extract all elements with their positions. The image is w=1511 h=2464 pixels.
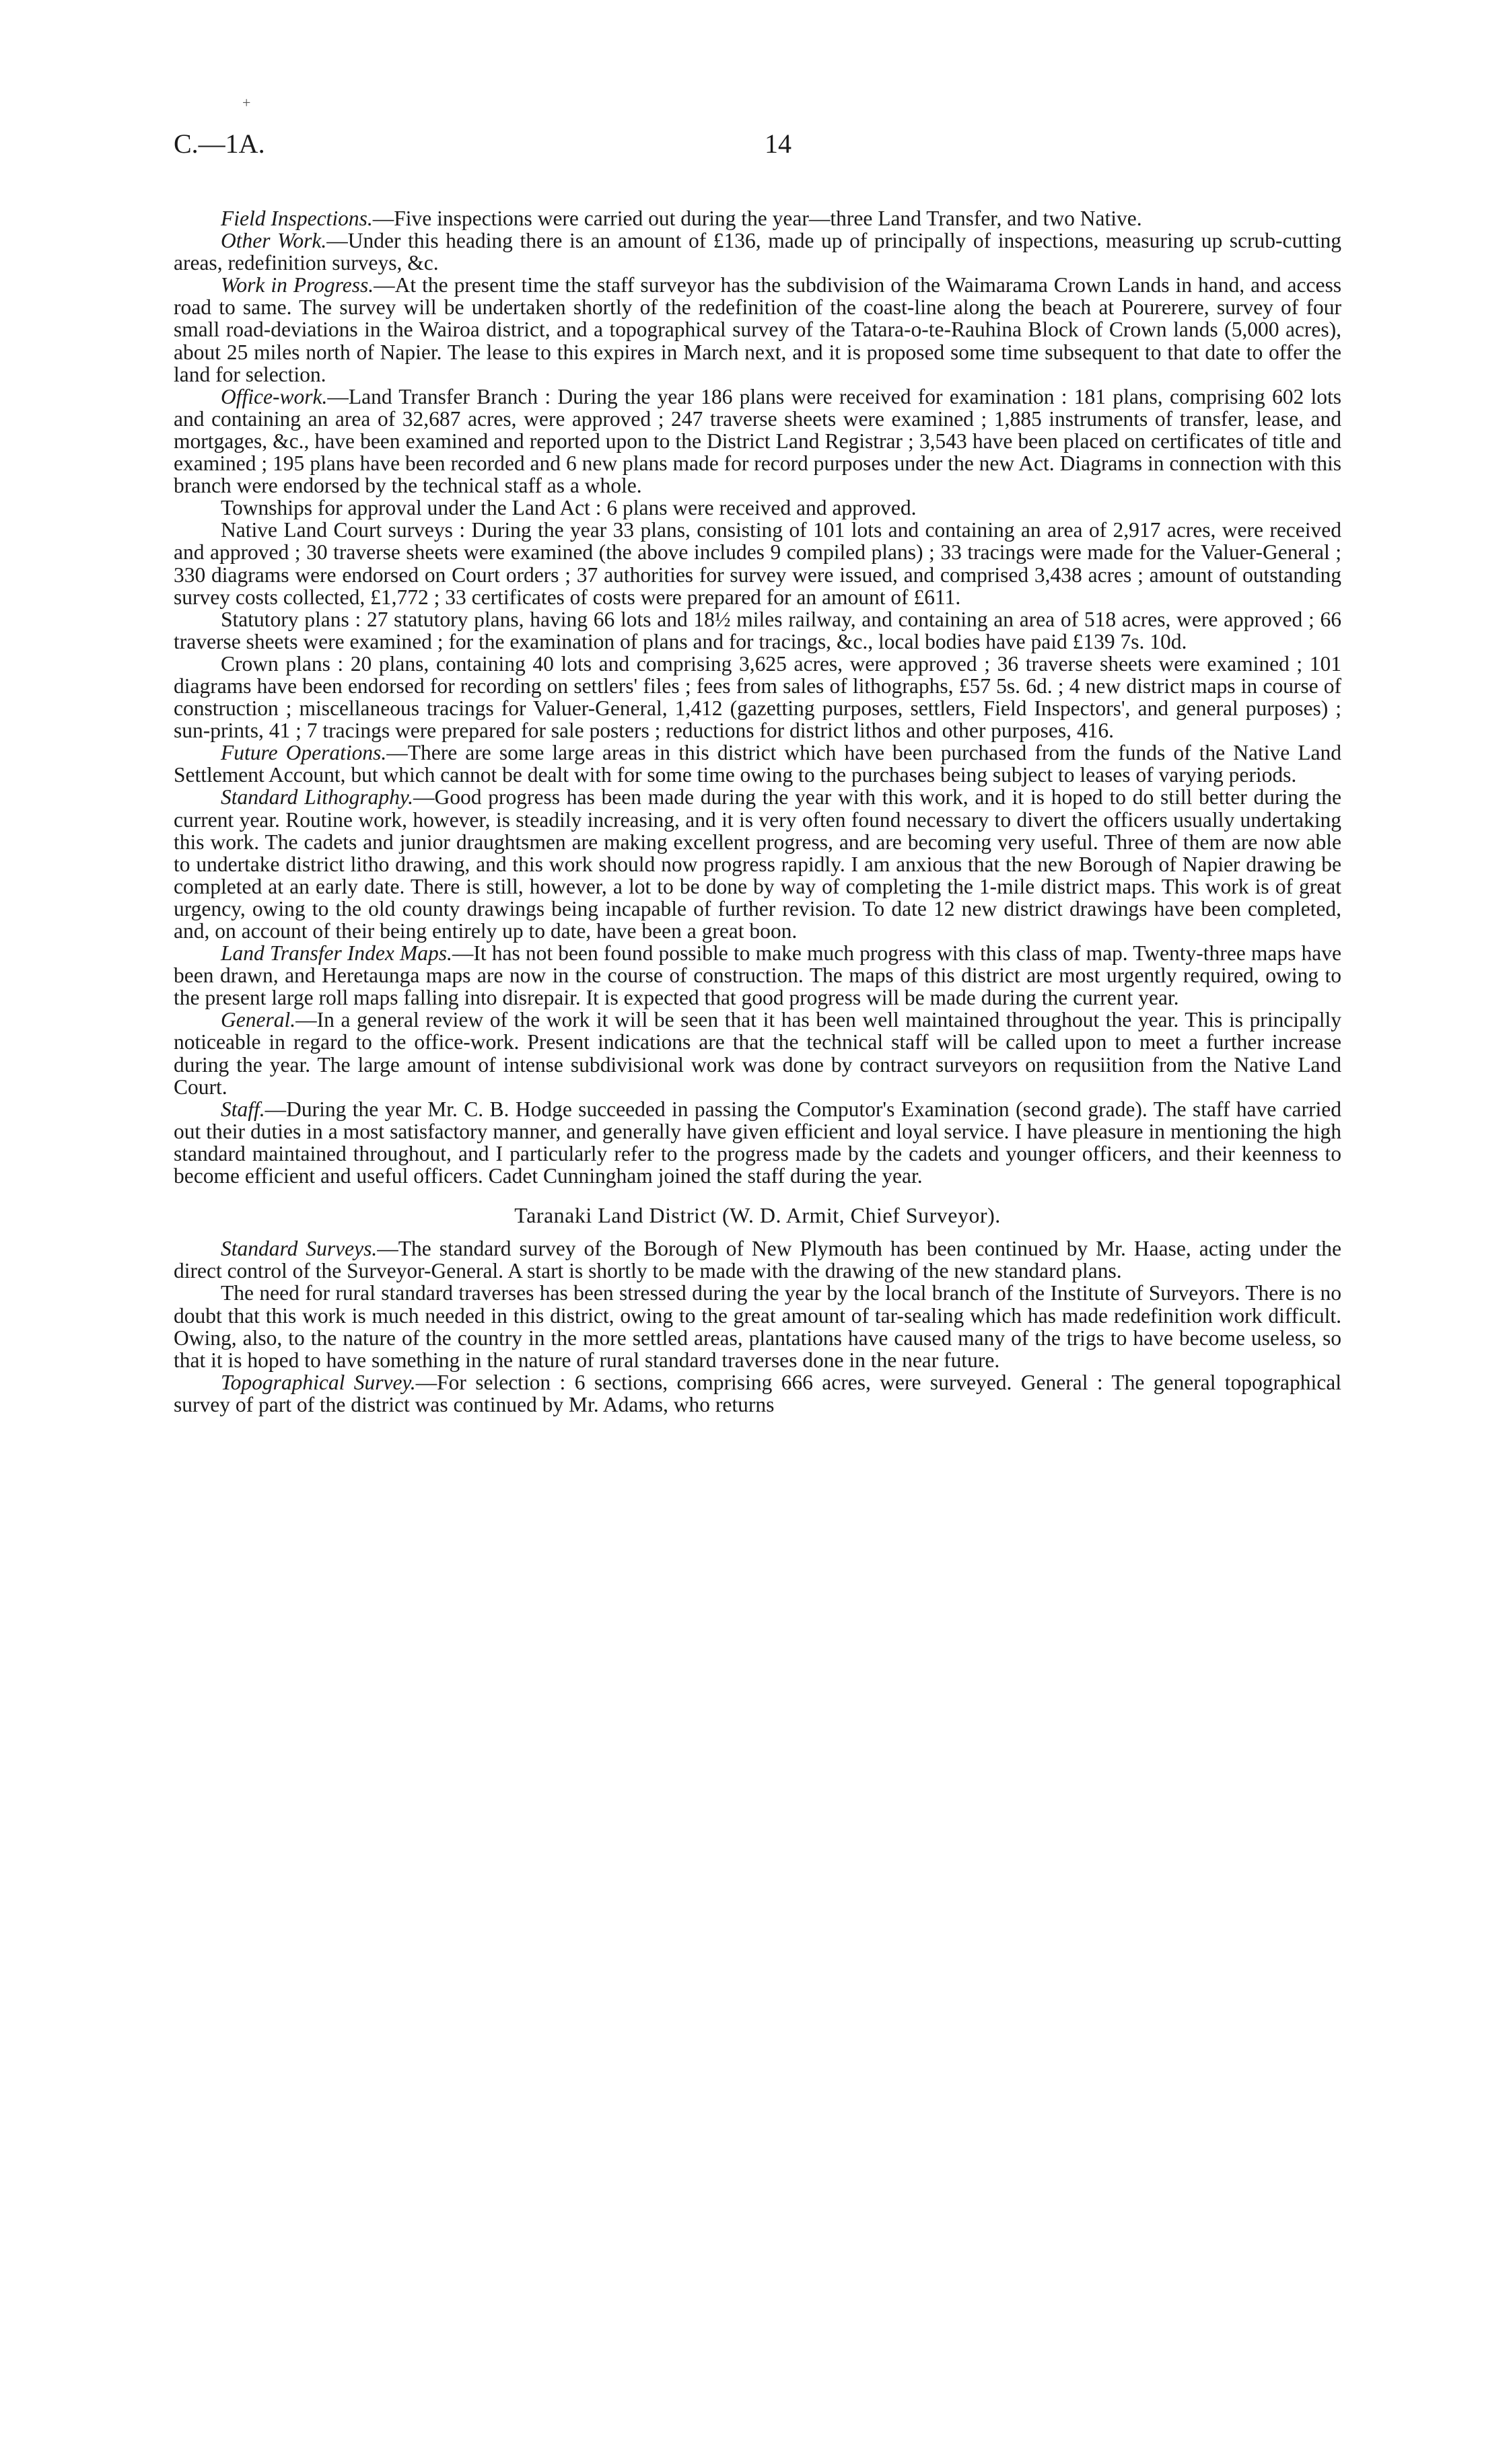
paragraph-text: —It has not been found possible to make much progress with this class of map. Twenty-three maps have been drawn, and Heretaunga maps are now in the course of construction. The maps of this district are most urgently required, owing to the present large roll maps falling into disrepair. It is expected that good progress will be made during the current year. [174, 941, 1341, 1010]
paragraph-text: —Under this heading there is an amount of £136, made up of principally of inspections, measuring up scrub-cutting areas, redefinition surveys, &c. [174, 229, 1342, 275]
paragraph-text: —Good progress has been made during the year with this work, and it is hoped to do still better during the current year. Routine work, however, is steadily increasing, and it is very often found necessary to divert the officers usually undertaking this work. The cadets and junior draughtsmen are making excellent progress, and are becoming very useful. Three of them are now able to undertake district litho drawing, and this work should now progress rapidly. I am anxious that the new Borough of Napier drawing be completed at an early date. There is still, however, a lot to be done by way of completing the 1-mile district maps. This work is of great urgency, owing to the old county drawings being incapable of further revision. To date 12 new district drawings have been completed, and, on account of their being entirely up to date, have been a great boon. [174, 785, 1341, 943]
paragraph-text: Native Land Court surveys : During the year 33 plans, consisting of 101 lots and containing an area of 2,917 acres, were received and approved ; 30 traverse sheets were examined (the above includes 9 compiled plans) ; 33 tracings were made for the Valuer-General ; 330 diagrams were endorsed on Court orders ; 37 authorities for survey were issued, and comprised 3,438 acres ; amount of outstanding survey costs collected, £1,772 ; 33 certificates of costs were prepared for an amount of £611. [174, 518, 1341, 609]
paragraph-text: —For selection : 6 sections, comprising 666 acres, were surveyed. General : The general topographical survey of part of the district was continued by Mr. Adams, who returns [174, 1370, 1341, 1416]
taranaki-section [174, 1237, 1341, 1416]
paragraph [174, 519, 1341, 608]
paragraph [174, 1371, 1341, 1416]
paragraph-text: —In a general review of the work it will be seen that it has been well maintained throughout the year. This is principally noticeable in regard to the office-work. Present indications are that the technical staff will be called upon to meet a further increase during the year. The large amount of intense subdivisional work was done by contract surveyors on requsiition from the Native Land Court. [174, 1008, 1341, 1099]
paragraph-heading: Topographical Survey. [221, 1370, 416, 1394]
paragraph-text: Statutory plans : 27 statutory plans, having 66 lots and 18½ miles railway, and containing an area of 518 acres, were approved ; 66 traverse sheets were examined ; for the examination of plans and for tracings, &c., local bodies have paid £139 7s. 10d. [174, 607, 1341, 653]
document-reference: C.—1A. [174, 129, 265, 159]
paragraph-heading: Land Transfer Index Maps. [221, 941, 452, 966]
paragraph-heading: Future Operations. [221, 741, 387, 765]
paragraph [174, 741, 1341, 786]
page-header [174, 128, 1341, 168]
paragraph [174, 653, 1341, 741]
paragraph-heading: General. [221, 1008, 296, 1032]
paragraph [174, 274, 1341, 385]
paragraph-text: —The standard survey of the Borough of New Plymouth has been continued by Mr. Haase, acting under the direct control of the Surveyor-General. A start is shortly to be made with the drawing of the new standard plans. [174, 1237, 1341, 1283]
paragraph [174, 497, 1341, 519]
paragraph-heading: Standard Lithography. [221, 785, 414, 809]
paragraph-text: —There are some large areas in this district which have been purchased from the funds of the Native Land Settlement Account, but which cannot be dealt with for some time owing to the purchases being subject to leases of varying periods. [174, 741, 1341, 787]
document-page [174, 128, 1341, 1416]
paragraph [174, 1009, 1341, 1097]
paragraph [174, 608, 1341, 653]
district-heading: Taranaki Land District (W. D. Armit, Chief Surveyor). [514, 1203, 1001, 1228]
paragraph-heading: Field Inspections. [221, 207, 373, 230]
paragraph-heading: Work in Progress. [221, 273, 374, 297]
paragraph [174, 207, 1341, 229]
paragraph-text: —Five inspections were carried out during the year—three Land Transfer, and two Native. [372, 207, 1142, 230]
page-number: 14 [765, 129, 792, 159]
paragraph-heading: Other Work. [221, 229, 327, 253]
paragraph-text: —Land Transfer Branch : During the year 186 plans were received for examination : 181 plans, comprising 602 lots and containing an area of 32,687 acres, were approved ; 247 traverse sheets were examined ; 1,885 instruments of transfer, lease, and mortgages, &c., have been examined and reported upon to the District Land Registrar ; 3,543 have been placed on certificates of title and examined ; 195 plans have been recorded and 6 new plans made for record purposes under the new Act. Diagrams in connection with this branch were endorsed by the technical staff as a whole. [174, 384, 1341, 498]
paragraph [174, 1237, 1341, 1282]
paragraph [174, 229, 1341, 274]
paragraph-heading: Standard Surveys. [221, 1237, 378, 1261]
paragraph-text: —During the year Mr. C. B. Hodge succeeded in passing the Computor's Examination (second grade). The staff have carried out their duties in a most satisfactory manner, and generally have given efficient and loyal service. I have pleasure in mentioning the high standard maintained throughout, and I particularly refer to the progress made by the cadets and younger officers, and their keenness to become efficient and useful officers. Cadet Cunningham joined the staff during the year. [174, 1097, 1341, 1188]
paragraph-heading: Staff. [221, 1097, 265, 1121]
paragraph [174, 1098, 1341, 1187]
paragraph-text: Townships for approval under the Land Act : 6 plans were received and approved. [221, 496, 917, 520]
paragraph [174, 1282, 1341, 1371]
stray-mark: + [242, 94, 251, 111]
paragraph-heading: Office-work. [221, 384, 328, 408]
paragraph [174, 386, 1341, 497]
paragraph-text: Crown plans : 20 plans, containing 40 lots and comprising 3,625 acres, were approved ; 36 traverse sheets were examined ; 101 diagrams have been endorsed for recording on settlers' files ; fees from sales of lithographs, £57 5s. 6d. ; 4 new district maps in course of construction ; miscellaneous tracings for Valuer-General, 1,412 (gazetting purposes, settlers, Field Inspectors', and general purposes) ; sun-prints, 41 ; 7 tracings were prepared for sale posters ; reductions for district lithos and other purposes, 416. [174, 651, 1341, 743]
hawkes-bay-section [174, 207, 1341, 1187]
paragraph [174, 786, 1341, 942]
paragraph [174, 942, 1341, 1009]
paragraph-text: The need for rural standard traverses has been stressed during the year by the local branch of the Institute of Surveyors. There is no doubt that this work is much needed in this district, owing to the great amount of tar-sealing which has made redefinition work difficult. Owing, also, to the nature of the country in the more settled areas, plantations have caused many of the trigs to have become useless, so that it is hoped to have something in the nature of rural standard traverses done in the near future. [174, 1281, 1341, 1372]
paragraph-text: —At the present time the staff surveyor has the subdivision of the Waimarama Crown Lands in hand, and access road to same. The survey will be undertaken shortly of the redefinition of the coast-line along the beach at Pourerere, survey of four small road-deviations in the Wairoa district, and a topographical survey of the Tatara-o-te-Rauhina Block of Crown lands (5,000 acres), about 25 miles north of Napier. The lease to this expires in March next, and it is proposed some time subsequent to that date to offer the land for selection. [174, 273, 1342, 386]
